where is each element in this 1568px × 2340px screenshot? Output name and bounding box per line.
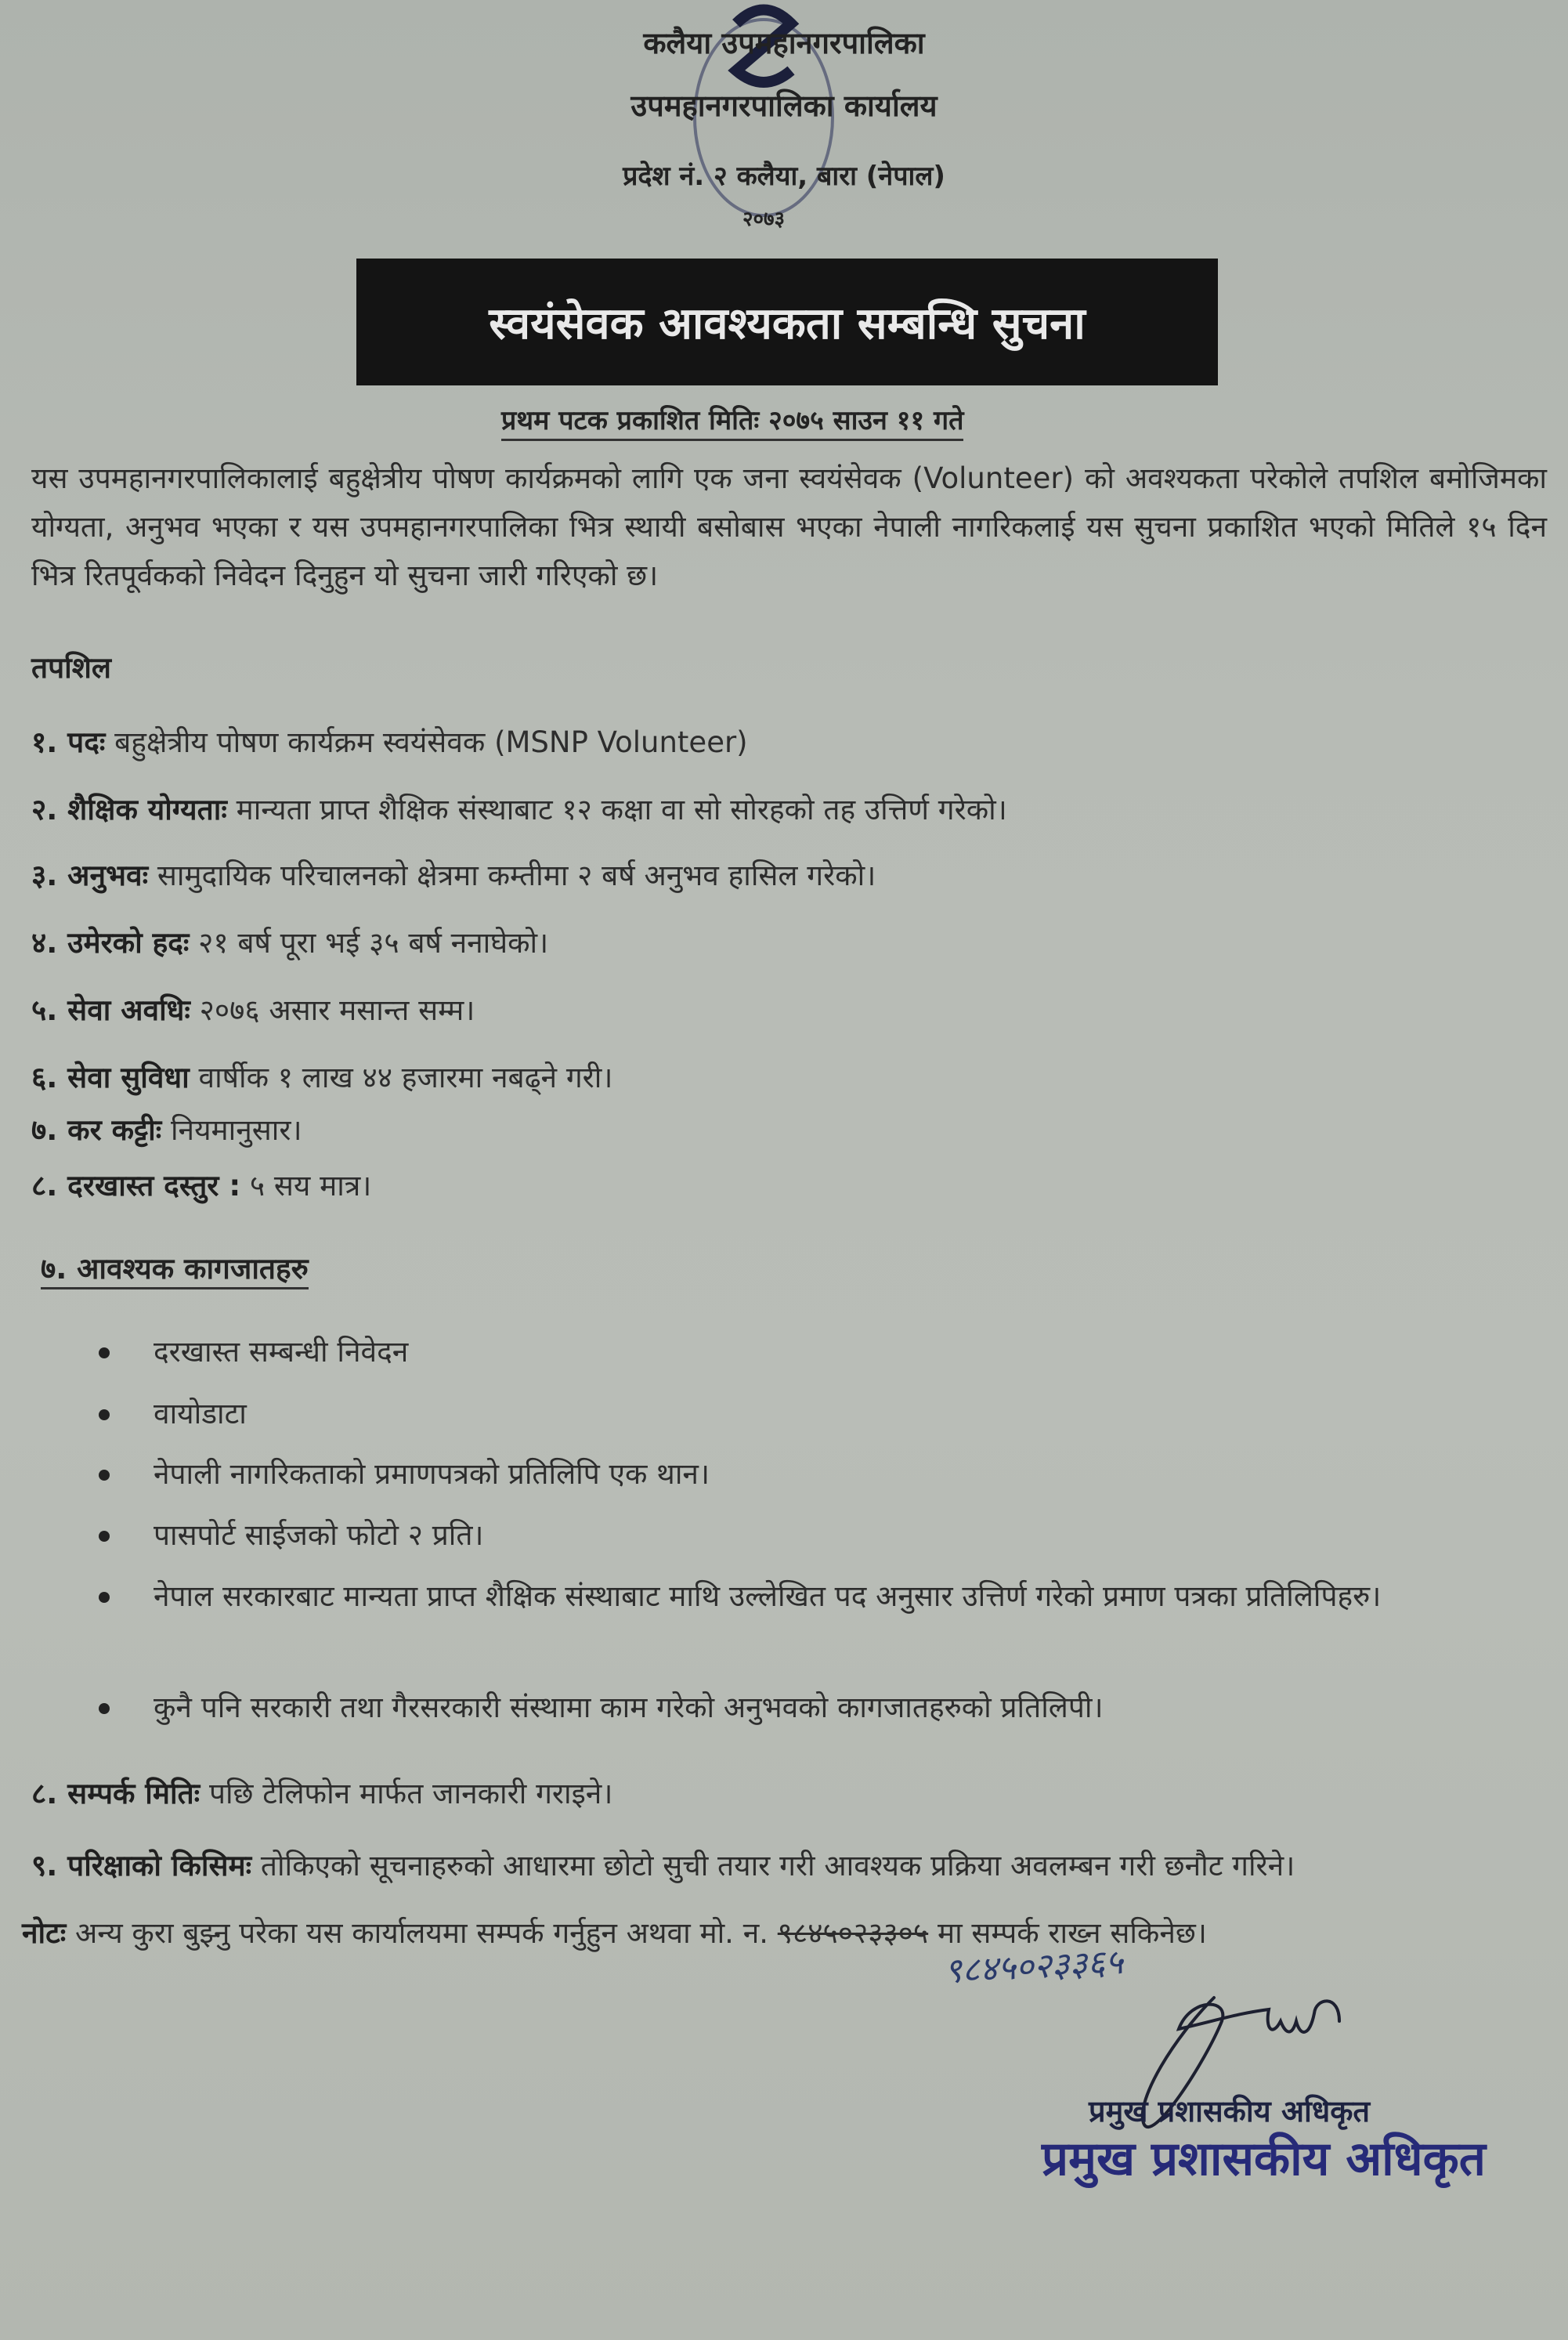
contact-value: पछि टेलिफोन मार्फत जानकारी गराइने। [208, 1777, 613, 1810]
note-text-end: मा सम्पर्क राख्न सकिनेछ। [937, 1916, 1207, 1950]
document-list-item: कुनै पनि सरकारी तथा गैरसरकारी संस्थामा काम गरेको अनुभवको कागजातहरुको प्रतिलिपी। [94, 1684, 1472, 1731]
note-text: अन्य कुरा बुझ्नु परेका यस कार्यालयमा सम्पर्क गर्नुहुन अथवा मो. न. [75, 1916, 768, 1950]
detail-label: १. पदः [31, 725, 106, 759]
exam-value: तोकिएको सूचनाहरुको आधारमा छोटो सुची तयार गरी आवश्यक प्रक्रिया अवलम्बन गरी छनौट गरिने। [260, 1849, 1295, 1882]
signatory-stamp: प्रमुख प्रशासकीय अधिकृत [1042, 2132, 1486, 2186]
document-list-item: नेपाल सरकारबाट मान्यता प्राप्त शैक्षिक संस्थाबाट माथि उल्लेखित पद अनुसार उत्तिर्ण गरेको प्रमाण पत्रका प्रतिलिपिहरु। [94, 1573, 1472, 1620]
publication-date: प्रथम पटक प्रकाशित मितिः २०७५ साउन ११ गते [501, 401, 963, 441]
detail-item-benefits [31, 1056, 1547, 1096]
detail-label: ५. सेवा अवधिः [31, 993, 190, 1027]
details-heading: तपशिल [31, 651, 111, 685]
document-list-item: वायोडाटा [94, 1391, 1472, 1438]
handwritten-phone-number: ९८४५०२३३६५ [942, 1942, 1125, 1991]
detail-item-qualification [31, 788, 1547, 828]
detail-value: वार्षीक १ लाख ४४ हजारमा नबढ्ने गरी। [198, 1061, 613, 1094]
documents-heading: ७. आवश्यक कागजातहरु [41, 1247, 309, 1289]
detail-item-tax [31, 1109, 1547, 1148]
detail-item-age-limit [31, 921, 1547, 961]
contact-line [31, 1772, 1547, 1812]
notice-title-banner: स्वयंसेवक आवश्यकता सम्बन्धि सुचना [356, 259, 1218, 385]
detail-label: ८. दरखास्त दस्तुर : [31, 1169, 241, 1203]
detail-label: ७. कर कट्टीः [31, 1113, 162, 1147]
svg-text:२०७३: २०७३ [742, 208, 786, 231]
detail-item-experience [31, 854, 1547, 894]
detail-value: ५ सय मात्र। [249, 1169, 372, 1203]
exam-line [31, 1844, 1547, 1884]
document-list-item: दरखास्त सम्बन्धी निवेदन [94, 1329, 1472, 1376]
detail-value: बहुक्षेत्रीय पोषण कार्यक्रम स्वयंसेवक (MSNP Volunteer) [114, 725, 748, 759]
detail-value: २०७६ असार मसान्त सम्म। [199, 993, 475, 1027]
detail-value: २१ बर्ष पूरा भई ३५ बर्ष ननाघेको। [198, 926, 549, 960]
contact-label: ८. सम्पर्क मितिः [31, 1777, 201, 1810]
signatory-title-handwritten: प्रमुख प्रशासकीय अधिकृत [1089, 2094, 1371, 2128]
document-list-item: पासपोर्ट साईजको फोटो २ प्रति। [94, 1512, 1472, 1559]
detail-value: नियमानुसार। [170, 1113, 302, 1147]
detail-label: ४. उमेरको हदः [31, 926, 190, 960]
detail-label: ३. अनुभवः [31, 859, 149, 892]
intro-paragraph: यस उपमहानगरपालिकालाई बहुक्षेत्रीय पोषण कार्यक्रमको लागि एक जना स्वयंसेवक (Volunteer) को अवश्यकता परेकोले तपशिल बमोजिमका योग्यता, अनुभव भएका र यस उपमहानगरपालिका भित्र स्थायी बसोबास भएका नेपाली नागरिकलाई यस सुचना प्रकाशित भएको मितिले १५ दिन भित्र रितपूर्वकको निवेदन दिनुहुन यो सुचना जारी गरिएको छ। [31, 461, 1547, 592]
exam-label: ९. परिक्षाको किसिमः [31, 1849, 252, 1882]
note-line [22, 1911, 1537, 1951]
detail-item-application-fee [31, 1164, 1547, 1204]
header-line-2: उपमहानगरपालिका कार्यालय [630, 89, 938, 123]
detail-value: मान्यता प्राप्त शैक्षिक संस्थाबाट १२ कक्षा वा सो सोरहको तह उत्तिर्ण गरेको। [236, 793, 1007, 826]
detail-label: ६. सेवा सुविधा [31, 1061, 190, 1094]
detail-value: सामुदायिक परिचालनको क्षेत्रमा कम्तीमा २ बर्ष अनुभव हासिल गरेको। [157, 859, 876, 892]
header-line-3: प्रदेश नं. २ कलैया, बारा (नेपाल) [623, 161, 945, 192]
document-list-item: नेपाली नागरिकताको प्रमाणपत्रको प्रतिलिपि एक थान। [94, 1451, 1472, 1498]
header-line-1: कलैया उपमहानगरपालिका [643, 26, 925, 60]
detail-item-service-period [31, 989, 1547, 1029]
note-label: नोटः [22, 1916, 67, 1950]
detail-label: २. शैक्षिक योग्यताः [31, 793, 227, 826]
struck-phone-number: ९८४५०२३३०५ [777, 1916, 929, 1950]
detail-item-post [31, 721, 1547, 761]
